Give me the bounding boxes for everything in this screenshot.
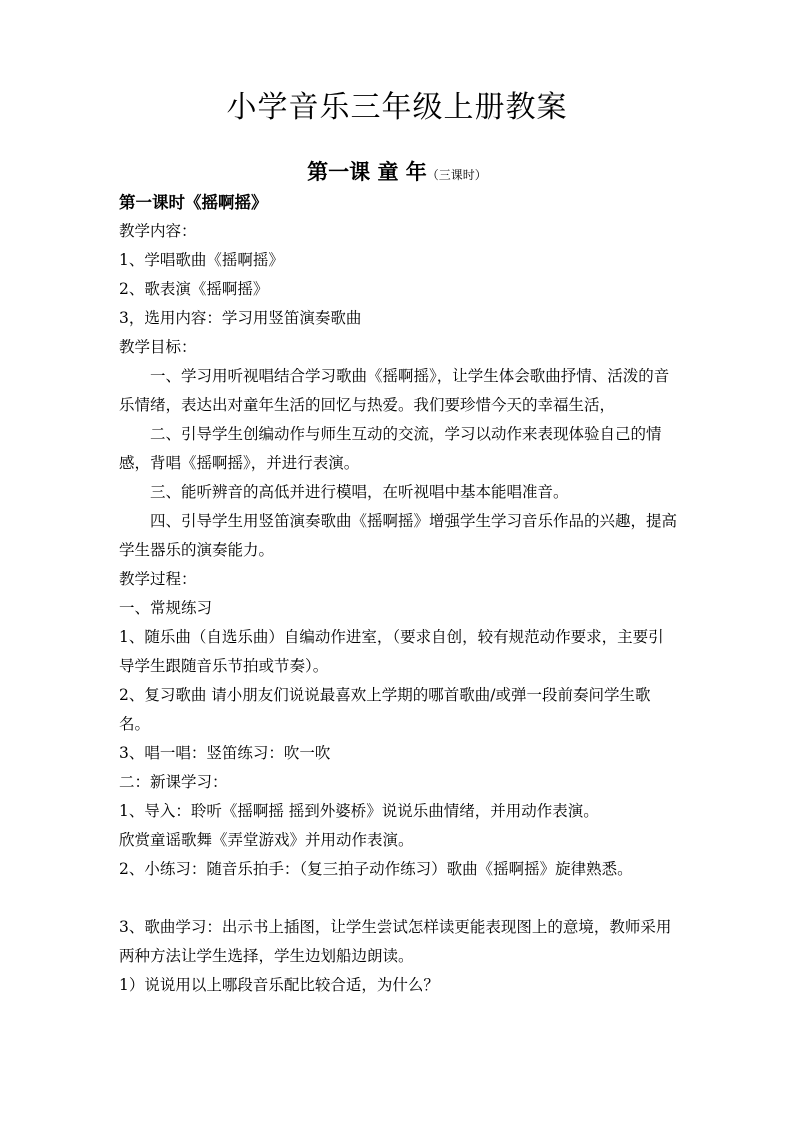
paragraph: 教学目标：	[119, 338, 197, 356]
paragraph: 一、常规练习	[119, 599, 213, 617]
paragraph: 教学过程：	[119, 570, 197, 588]
section-heading: 第一课时《摇啊摇》	[119, 193, 268, 212]
goal-paragraph: 三、能听辨音的高低并进行模唱，在听视唱中基本能唱准音。	[150, 483, 569, 501]
paragraph: 教学内容：	[119, 222, 197, 240]
paragraph: 欣赏童谣歌舞《弄堂游戏》并用动作表演。	[119, 831, 414, 849]
lesson-heading	[0, 157, 794, 190]
goal-paragraph: 二、引导学生创编动作与师生互动的交流，学习以动作来表现体验自己的情感，背唱《摇啊摇》，并进行表演。	[119, 425, 662, 472]
blank-line	[119, 884, 679, 913]
lesson-body	[119, 188, 679, 1000]
paragraph: 2、小练习：随音乐拍手：（复三拍子动作练习）歌曲《摇啊摇》旋律熟悉。	[119, 860, 633, 878]
paragraph: 1）说说用以上哪段音乐配比较合适，为什么？	[119, 976, 439, 994]
goal-paragraph: 一、学习用听视唱结合学习歌曲《摇啊摇》，让学生体会歌曲抒情、活泼的音乐情绪，表达出对童年生活的回忆与热爱。我们要珍惜今天的幸福生活，	[119, 367, 670, 414]
paragraph: 3、唱一唱：竖笛练习：吹一吹	[119, 744, 331, 762]
lesson-subtitle: （三课时）	[426, 168, 487, 182]
paragraph: 1、导入：聆听《摇啊摇 摇到外婆桥》说说乐曲情绪，并用动作表演。	[119, 802, 599, 820]
paragraph: 1、随乐曲（自选乐曲）自编动作进室，（要求自创，较有规范动作要求，主要引导学生跟随音乐节拍或节奏）。	[119, 628, 664, 675]
goal-paragraph: 四、引导学生用竖笛演奏歌曲《摇啊摇》增强学生学习音乐作品的兴趣，提高学生器乐的演奏能力。	[119, 512, 678, 559]
paragraph: 2、复习歌曲 请小朋友们说说最喜欢上学期的哪首歌曲/或弹一段前奏问学生歌名。	[119, 686, 651, 733]
paragraph: 1、学唱歌曲《摇啊摇》	[119, 251, 284, 269]
document-title: 小学音乐三年级上册教案	[226, 90, 568, 125]
paragraph: 3，选用内容：学习用竖笛演奏歌曲	[119, 309, 362, 327]
paragraph: 3、歌曲学习：出示书上插图，让学生尝试怎样读更能表现图上的意境，教师采用两种方法让学生选择，学生边划船边朗读。	[119, 918, 672, 965]
paragraph: 2、歌表演《摇啊摇》	[119, 280, 269, 298]
lesson-title: 第一课 童 年	[307, 159, 427, 184]
paragraph: 二：新课学习：	[119, 773, 228, 791]
